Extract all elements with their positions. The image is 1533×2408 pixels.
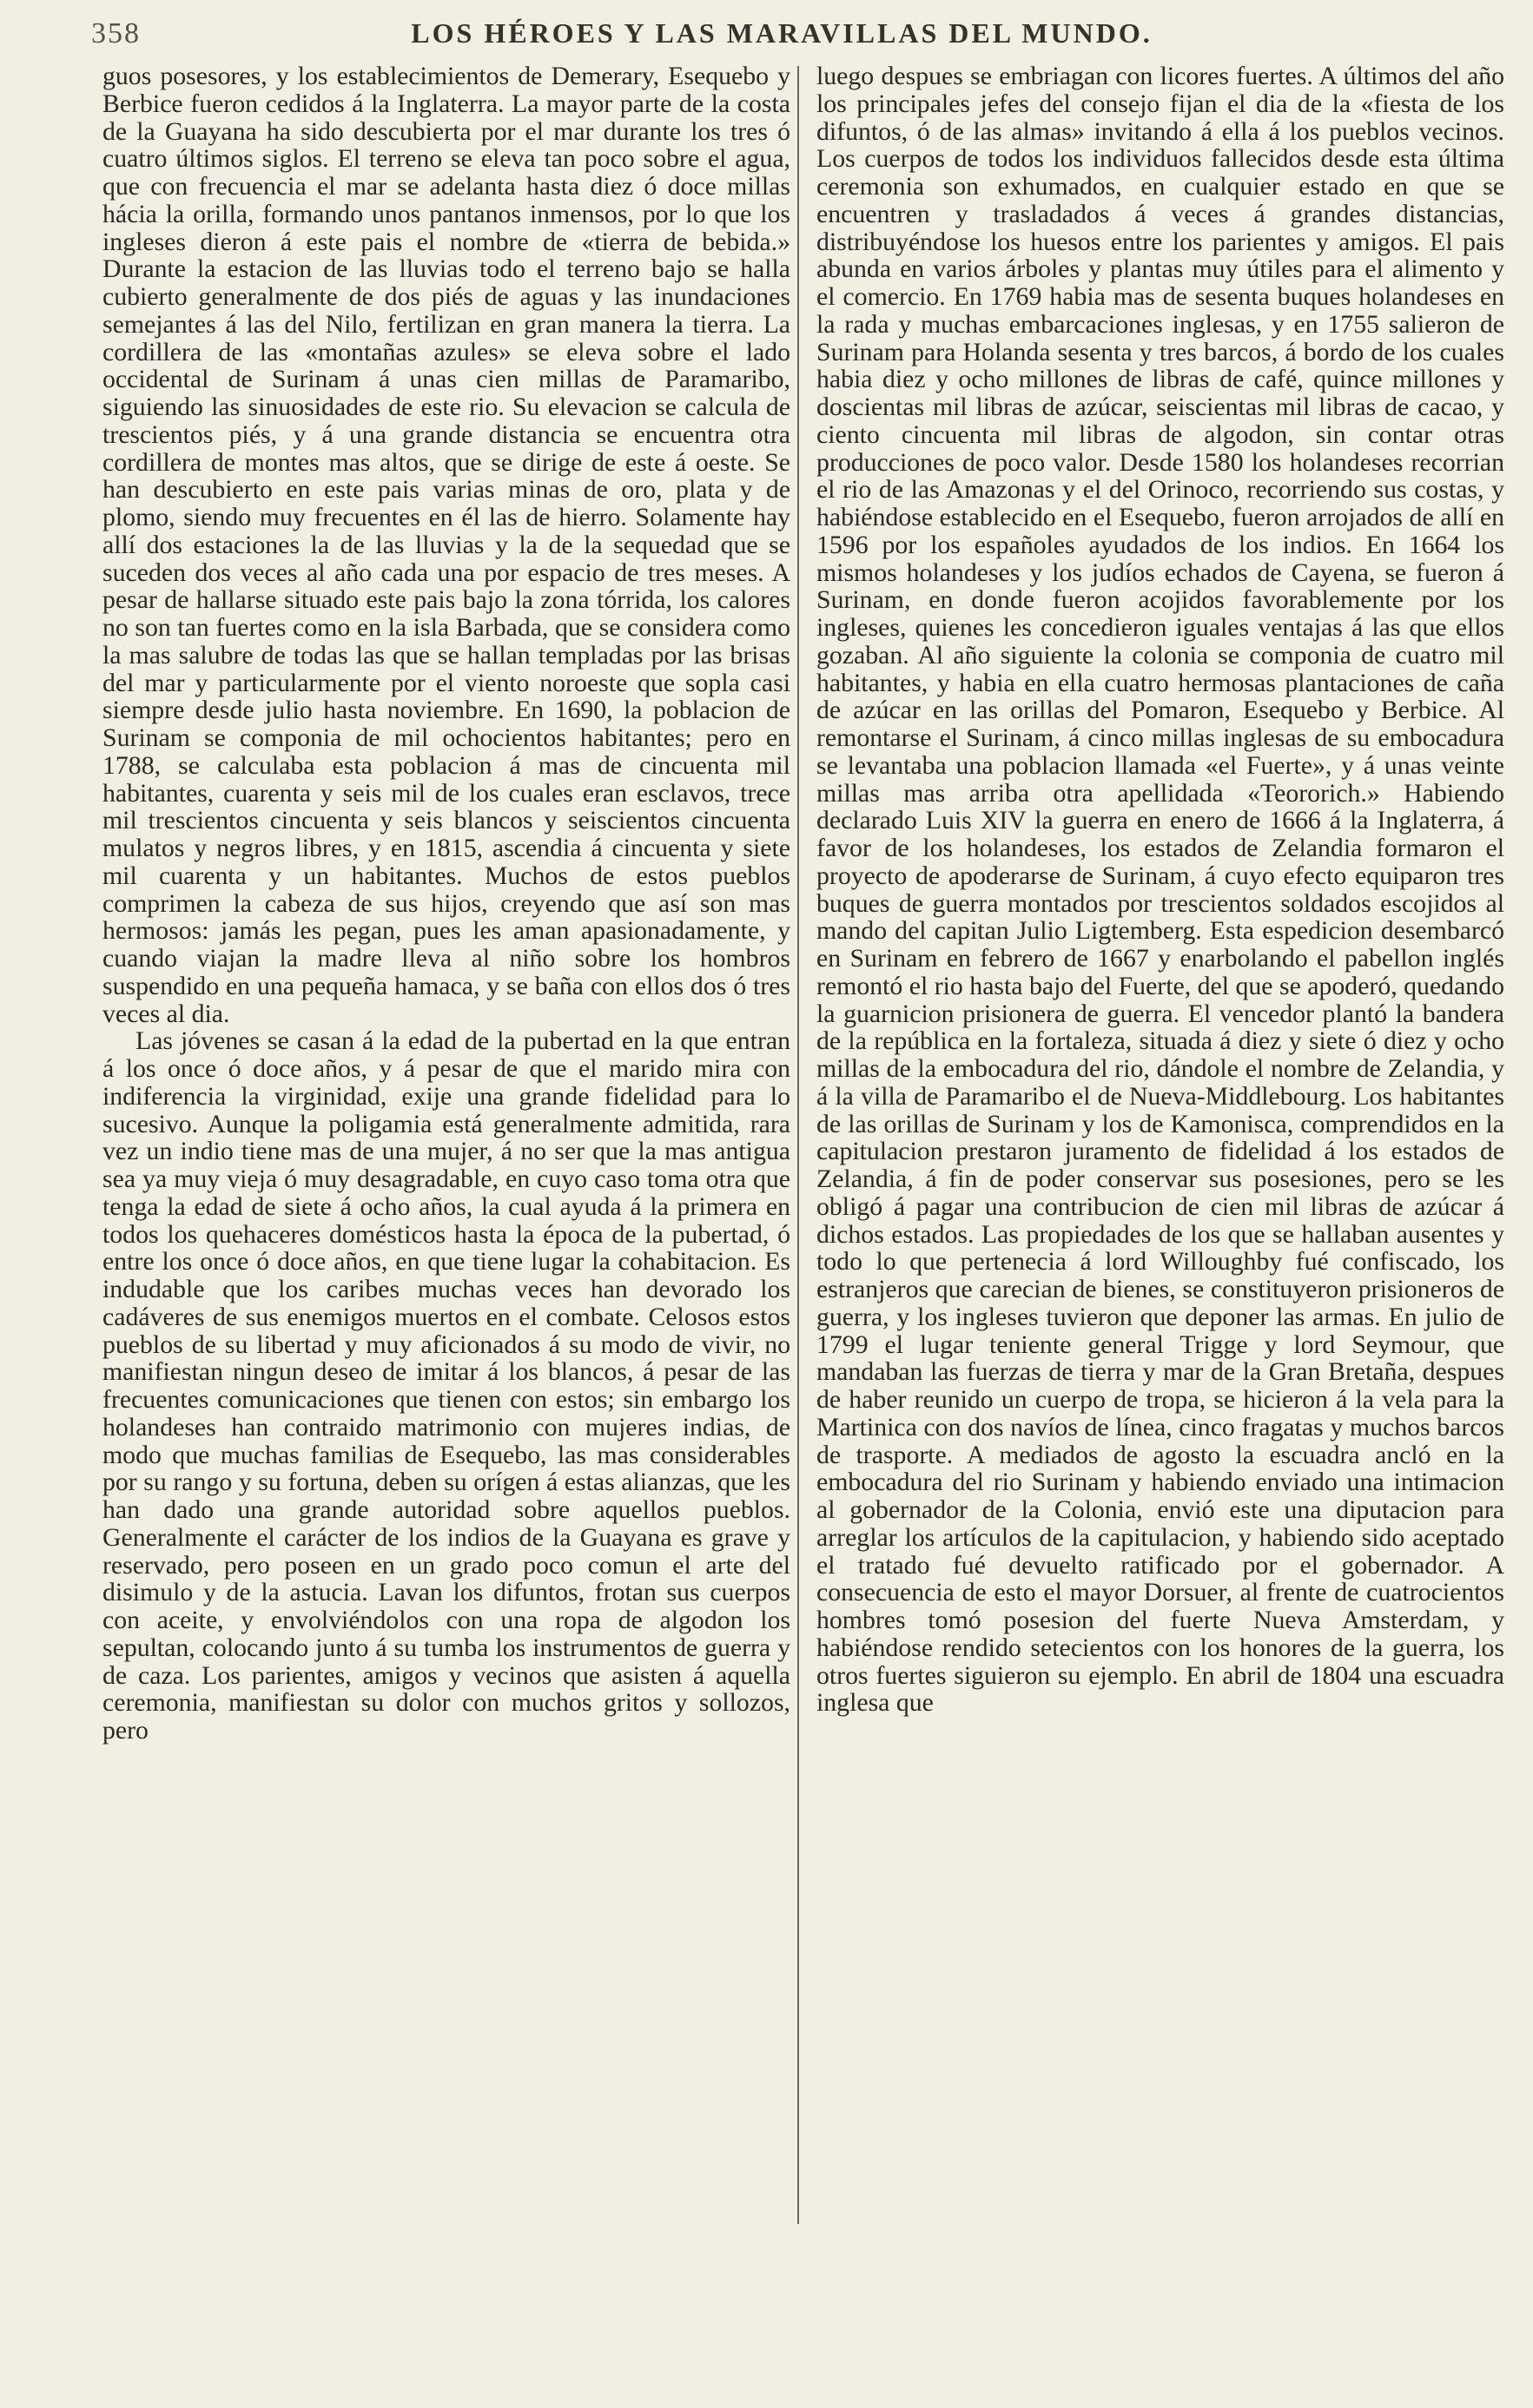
right-column: [816, 63, 1504, 1717]
paragraph: luego despues se embriagan con licores fuertes. A últimos del año los principales jefes del consejo fijan el dia de la «fiesta de los difuntos, ó de las almas» invitando á ella á los pueblos vecinos. Los cuerpos de todos los individuos fallecidos desde esta última ceremonia son exhumados, en cualquier estado en que se encuentren y trasladados á veces á grandes distancias, distribuyéndose los huesos entre los parientes y amigos. El pais abunda en varios árboles y plantas muy útiles para el alimento y el comercio. En 1769 habia mas de sesenta buques holandeses en la rada y muchas embarcaciones inglesas, y en 1755 salieron de Surinam para Holanda sesenta y tres barcos, á bordo de los cuales habia diez y ocho millones de libras de café, quince millones y doscientas mil libras de azúcar, seiscientas mil libras de cacao, y ciento cincuenta mil libras de algodon, sin contar otras producciones de poco valor. Desde 1580 los holandeses recorrian el rio de las Amazonas y el del Orinoco, recorriendo sus costas, y habiéndose establecido en el Esequebo, fueron arrojados de allí en 1596 por los españoles ayudados de los indios. En 1664 los mismos holandeses y los judíos echados de Cayena, se fueron á Surinam, en donde fueron acojidos favorablemente por los ingleses, quienes les concedieron iguales ventajas á las que ellos gozaban. Al año siguiente la colonia se componia de cuatro mil habitantes, y habia en ella cuatro hermosas plantaciones de caña de azúcar en las orillas del Pomaron, Esequebo y Berbice. Al remontarse el Surinam, á cinco millas inglesas de su embocadura se levantaba una poblacion llamada «el Fuerte», y á unas veinte millas mas arriba otra apellidada «Teororich.» Habiendo declarado Luis XIV la guerra en enero de 1666 á la Inglaterra, á favor de los holandeses, los estados de Zelandia formaron el proyecto de apoderarse de Surinam, á cuyo efecto equiparon tres buques de guerra montados por trescientos soldados escojidos al mando del capitan Julio Ligtemberg. Esta espedicion desembarcó en Surinam en febrero de 1667 y enarbolando el pabellon inglés remontó el rio hasta bajo del Fuerte, del que se apoderó, quedando la guarnicion prisionera de guerra. El vencedor plantó la bandera de la república en la fortaleza, situada á diez y siete ó diez y ocho millas de la embocadura del rio, dándole el nombre de Zelandia, y á la villa de Paramaribo el de Nueva-Middlebourg. Los habitantes de las orillas de Surinam y los de Kamonisca, comprendidos en la capitulacion prestaron juramento de fidelidad á los estados de Zelandia, á fin de poder conservar sus posesiones, pero se les obligó á pagar una contribucion de cien mil libras de azúcar á dichos estados. Las propiedades de los que se hallaban ausentes y todo lo que pertenecia á lord Willoughby fué confiscado, los estranjeros que carecian de bienes, se constituyeron prisioneros de guerra, y los ingleses tuvieron que deponer las armas. En julio de 1799 el lugar teniente general Trigge y lord Seymour, que mandaban las fuerzas de tierra y mar de la Gran Bretaña, despues de haber reunido un cuerpo de tropa, se hicieron á la vela para la Martinica con dos navíos de línea, cinco fragatas y muchos barcos de trasporte. A mediados de agosto la escuadra ancló en la embocadura del rio Surinam y habiendo enviado una intimacion al gobernador de la Colonia, envió este una diputacion para arreglar los artículos de la capitulacion, y habiendo sido aceptado el tratado fué devuelto ratificado por el gobernador. A consecuencia de esto el mayor Dorsuer, al frente de cuatrocientos hombres tomó posesion del fuerte Nueva Amsterdam, y habiéndose rendido setecientos con los honores de la guerra, los otros fuertes siguieron su ejemplo. En abril de 1804 una escuadra inglesa que: [816, 62, 1504, 1718]
page-number: 358: [91, 17, 141, 49]
column-divider: [797, 66, 799, 2224]
paragraph: Las jóvenes se casan á la edad de la pubertad en la que entran á los once ó doce años, y á pesar de que el marido mira con indiferencia la virginidad, exije una grande fidelidad para lo sucesivo. Aunque la poligamia está generalmente admitida, rara vez un indio tiene mas de una mujer, á no ser que la mas antigua sea ya muy vieja ó muy desagradable, en cuyo caso toma otra que tenga la edad de siete á ocho años, la cual ayuda á la primera en todos los quehaceres domésticos hasta la época de la pubertad, ó entre los once ó doce años, en que tiene lugar la cohabitacion. Es indudable que los caribes muchas veces han devorado los cadáveres de sus enemigos muertos en el combate. Celosos estos pueblos de su libertad y muy aficionados á su modo de vivir, no manifiestan ningun deseo de imitar á los blancos, á pesar de las frecuentes comunicaciones que tienen con estos; sin embargo los holandeses han contraido matrimonio con mujeres indias, de modo que muchas familias de Esequebo, las mas considerables por su rango y su fortuna, deben su orígen á estas alianzas, que les han dado una grande autoridad sobre aquellos pueblos. Generalmente el carácter de los indios de la Guayana es grave y reservado, pero poseen en un grado poco comun el arte del disimulo y de la astucia. Lavan los difuntos, frotan sus cuerpos con aceite, y envolviéndolos con una ropa de algodon los sepultan, colocando junto á su tumba los instrumentos de guerra y de caza. Los parientes, amigos y vecinos que asisten á aquella ceremonia, manifiestan su dolor con muchos gritos y sollozos, pero: [102, 1026, 790, 1745]
running-title: LOS HÉROES Y LAS MARAVILLAS DEL MUNDO.: [411, 17, 1153, 49]
paragraph: guos posesores, y los establecimientos de Demerary, Esequebo y Berbice fueron cedidos á la Inglaterra. La mayor parte de la costa de la Guayana ha sido descubierta por el mar durante los tres ó cuatro últimos siglos. El terreno se eleva tan poco sobre el agua, que con frecuencia el mar se adelanta hasta diez ó doce millas hácia la orilla, formando unos pantanos inmensos, por lo que los ingleses dieron á este pais el nombre de «tierra de bebida.» Durante la estacion de las lluvias todo el terreno bajo se halla cubierto generalmente de dos piés de aguas y las inundaciones semejantes á las del Nilo, fertilizan en gran manera la tierra. La cordillera de las «montañas azules» se eleva sobre el lado occidental de Surinam á unas cien millas de Paramaribo, siguiendo las sinuosidades de este rio. Su elevacion se calcula de trescientos piés, y á una grande distancia se encuentra otra cordillera de montes mas altos, que se dirige de este á oeste. Se han descubierto en este pais varias minas de oro, plata y de plomo, siendo muy frecuentes en él las de hierro. Solamente hay allí dos estaciones la de las lluvias y la de la sequedad que se suceden dos veces al año cada una por espacio de tres meses. A pesar de hallarse situado este pais bajo la zona tórrida, los calores no son tan fuertes como en la isla Barbada, que se considera como la mas salubre de todas las que se hallan templadas por las brisas del mar y particularmente por el viento noroeste que sopla casi siempre desde julio hasta noviembre. En 1690, la poblacion de Surinam se componia de mil ochocientos habitantes; pero en 1788, se calculaba esta poblacion á mas de cincuenta mil habitantes, cuarenta y seis mil de los cuales eran esclavos, trece mil trescientos cincuenta y seis blancos y seiscientos cincuenta mulatos y negros libres, y en 1815, ascendia á cincuenta y siete mil cuarenta y un habitantes. Muchos de estos pueblos comprimen la cabeza de sus hijos, creyendo que así son mas hermosos: jamás les pegan, pues les aman apasionadamente, y cuando viajan la madre lleva al niño sobre los hombros suspendido en una pequeña hamaca, y se baña con ellos dos ó tres veces al dia.: [102, 62, 790, 1028]
page-header: [91, 14, 1472, 57]
left-column: [102, 63, 790, 1745]
